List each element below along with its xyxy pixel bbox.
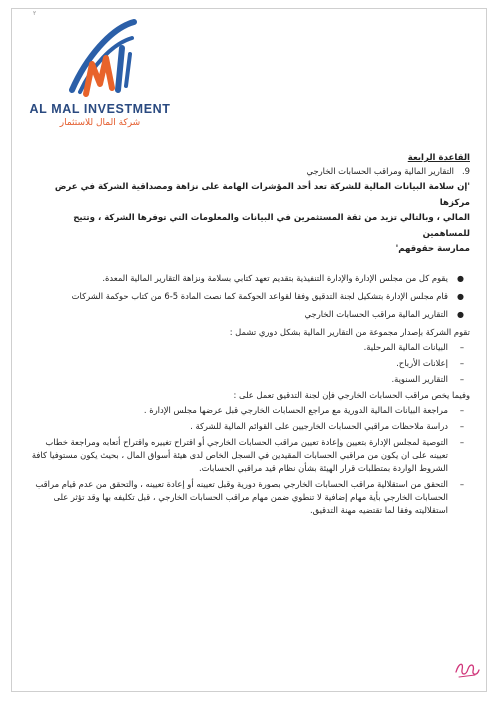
auditor-task [26,436,470,475]
bullet-item [26,308,470,321]
auditor-tasks-list [26,404,470,517]
dash-icon: – [459,420,464,431]
handwritten-initials [453,658,481,680]
bullet-text: قام مجلس الإدارة بتشكيل لجنة التدقيق وفقا لقواعد الحوكمة كما نصت المادة 5-6 من كتاب حوكمة الشركات [71,290,448,301]
bullet-list [26,272,470,321]
quote-block [26,180,470,258]
dash-icon: – [459,404,464,415]
dash-icon: – [459,357,464,368]
logo-name-en: AL MAL INVESTMENT [29,102,171,116]
logo-emblem-icon [66,18,138,100]
dash-icon: – [459,436,464,447]
report-text: البيانات المالية المرحلية. [363,341,448,352]
report-item [26,373,470,386]
dash-icon: – [459,478,464,489]
bullet-dot-icon: ● [457,291,464,301]
dash-icon: – [459,373,464,384]
bullet-dot-icon: ● [457,273,464,283]
report-text: إعلانات الأرباح. [396,357,448,368]
bullet-text: التقارير المالية مراقب الحسابات الخارجي [304,308,448,319]
report-text: التقارير السنوية. [391,373,448,384]
quote-line: المالي ، وبالتالي تزيد من ثقة المستثمرين في البيانات والمعلومات التي توفرها الشركة ، وتتيح للمساهمين [73,213,470,239]
page-corner-mark: ٢ [33,10,37,17]
auditor-task-text: التحقق من استقلالية مراقب الحسابات الخارجي بصورة دورية وقبل تعيينه أو إعادة تعيينه ، والتحقق من عدم قيام مراقب الحسابات الخارجي بأية مهام إضافية لا تنطوي ضمن مهام مراقب الحسابات الخارجي ، قبل تكليفه بها وقد تؤثر على استقلاليته وفقا لما تقتضيه مهنة التدقيق. [35,478,448,515]
logo-name-ar: شركة المال للاستثمار [59,118,141,128]
auditor-task [26,420,470,433]
bullet-item [26,272,470,285]
auditor-task [26,478,470,517]
quote-line: 'إن سلامة البيانات المالية للشركة تعد أحد المؤشرات الهامة على نزاهة ومصداقية الشركة في عرض مركزها [54,182,470,208]
bullet-text: يقوم كل من مجلس الإدارة والإدارة التنفيذية بتقديم تعهد كتابي بسلامة ونزاهة التقارير المالية المعدة. [102,272,448,283]
report-item [26,341,470,354]
auditor-task-text: مراجعة البيانات المالية الدورية مع مراجع الحسابات الخارجي قبل عرضها مجلس الإدارة . [143,404,448,415]
auditor-task-text: التوصية لمجلس الإدارة بتعيين وإعادة تعيين مراقب الحسابات الخارجي أو اقتراح تغييره واقتراح أتعابه ومراجعة خطاب تعيينه على ان يكون من مراقبي الحسابات المقيدين في السجل الخاص لدى هيئة أسواق المال ، بحيث يكون مستوفيا كافة الشروط الواردة بمتطلبات قرار الهيئة بشأن نظام قيد مراقبي الحسابات. [31,436,448,473]
auditor-intro: وفيما يخص مراقب الحسابات الخارجي فإن لجنة التدقيق تعمل على : [233,389,470,400]
item-9-number: 9. [461,166,470,176]
reports-intro: تقوم الشركة بإصدار مجموعة من التقارير المالية بشكل دوري تشمل : [229,326,470,337]
auditor-task-text: دراسة ملاحظات مراقبي الحسابات الخارجيين على القوائم المالية للشركة . [190,420,448,431]
item-9-title: التقارير المالية ومراقب الحسابات الخارجي [306,166,454,176]
quote-line: ممارسة حقوقهم' [395,244,470,254]
reports-list [26,341,470,386]
bullet-dot-icon: ● [457,309,464,319]
bullet-item [26,290,470,303]
company-logo [20,18,180,133]
item-9-heading [26,165,470,178]
section-title: القاعدة الرابعة [407,153,470,163]
auditor-task [26,404,470,417]
dash-icon: – [459,341,464,352]
document-body [26,152,470,520]
report-item [26,357,470,370]
